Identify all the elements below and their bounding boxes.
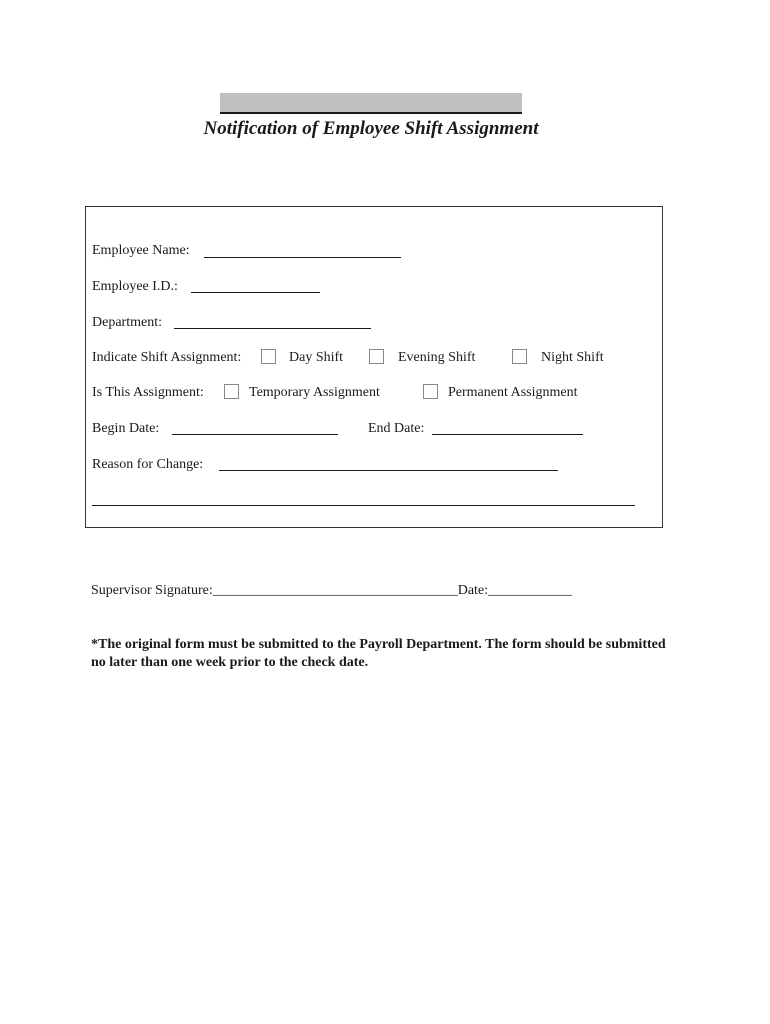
supervisor-signature-row xyxy=(91,583,572,599)
department-label: Department: xyxy=(92,315,162,330)
header-bar xyxy=(220,93,522,114)
end-date-field[interactable] xyxy=(432,434,583,435)
night-shift-label: Night Shift xyxy=(541,350,604,365)
temporary-assignment-label: Temporary Assignment xyxy=(249,385,380,400)
form-box xyxy=(85,206,663,528)
day-shift-label: Day Shift xyxy=(289,350,344,365)
employee-id-label: Employee I.D.: xyxy=(92,279,178,294)
begin-date-label: Begin Date: xyxy=(92,421,160,436)
begin-date-field[interactable] xyxy=(172,434,338,435)
shift-assignment-label: Indicate Shift Assignment: xyxy=(92,350,242,365)
permanent-assignment-label: Permanent Assignment xyxy=(448,385,578,400)
signature-date-field[interactable]: ____________ xyxy=(488,583,573,598)
temporary-assignment-checkbox[interactable] xyxy=(224,384,239,399)
reason-field[interactable] xyxy=(219,470,558,471)
night-shift-checkbox[interactable] xyxy=(512,349,527,364)
reason-label: Reason for Change: xyxy=(92,457,204,472)
reason-field-continued[interactable] xyxy=(92,505,635,506)
supervisor-signature-field[interactable]: ___________________________________ xyxy=(212,583,458,598)
permanent-assignment-checkbox[interactable] xyxy=(423,384,438,399)
assignment-type-label: Is This Assignment: xyxy=(92,385,204,400)
day-shift-checkbox[interactable] xyxy=(261,349,276,364)
end-date-label: End Date: xyxy=(368,421,425,436)
page-title: Notification of Employee Shift Assignment xyxy=(203,118,539,139)
employee-id-field[interactable] xyxy=(191,292,320,293)
supervisor-signature-label: Supervisor Signature: xyxy=(91,583,213,598)
evening-shift-checkbox[interactable] xyxy=(369,349,384,364)
employee-name-label: Employee Name: xyxy=(92,243,190,258)
employee-name-field[interactable] xyxy=(204,257,401,258)
evening-shift-label: Evening Shift xyxy=(398,350,476,365)
submission-note: *The original form must be submitted to the Payroll Department. The form should be submitted no later than one week prior to the check date. xyxy=(91,637,666,670)
department-field[interactable] xyxy=(174,328,371,329)
signature-date-label: Date: xyxy=(457,583,489,598)
